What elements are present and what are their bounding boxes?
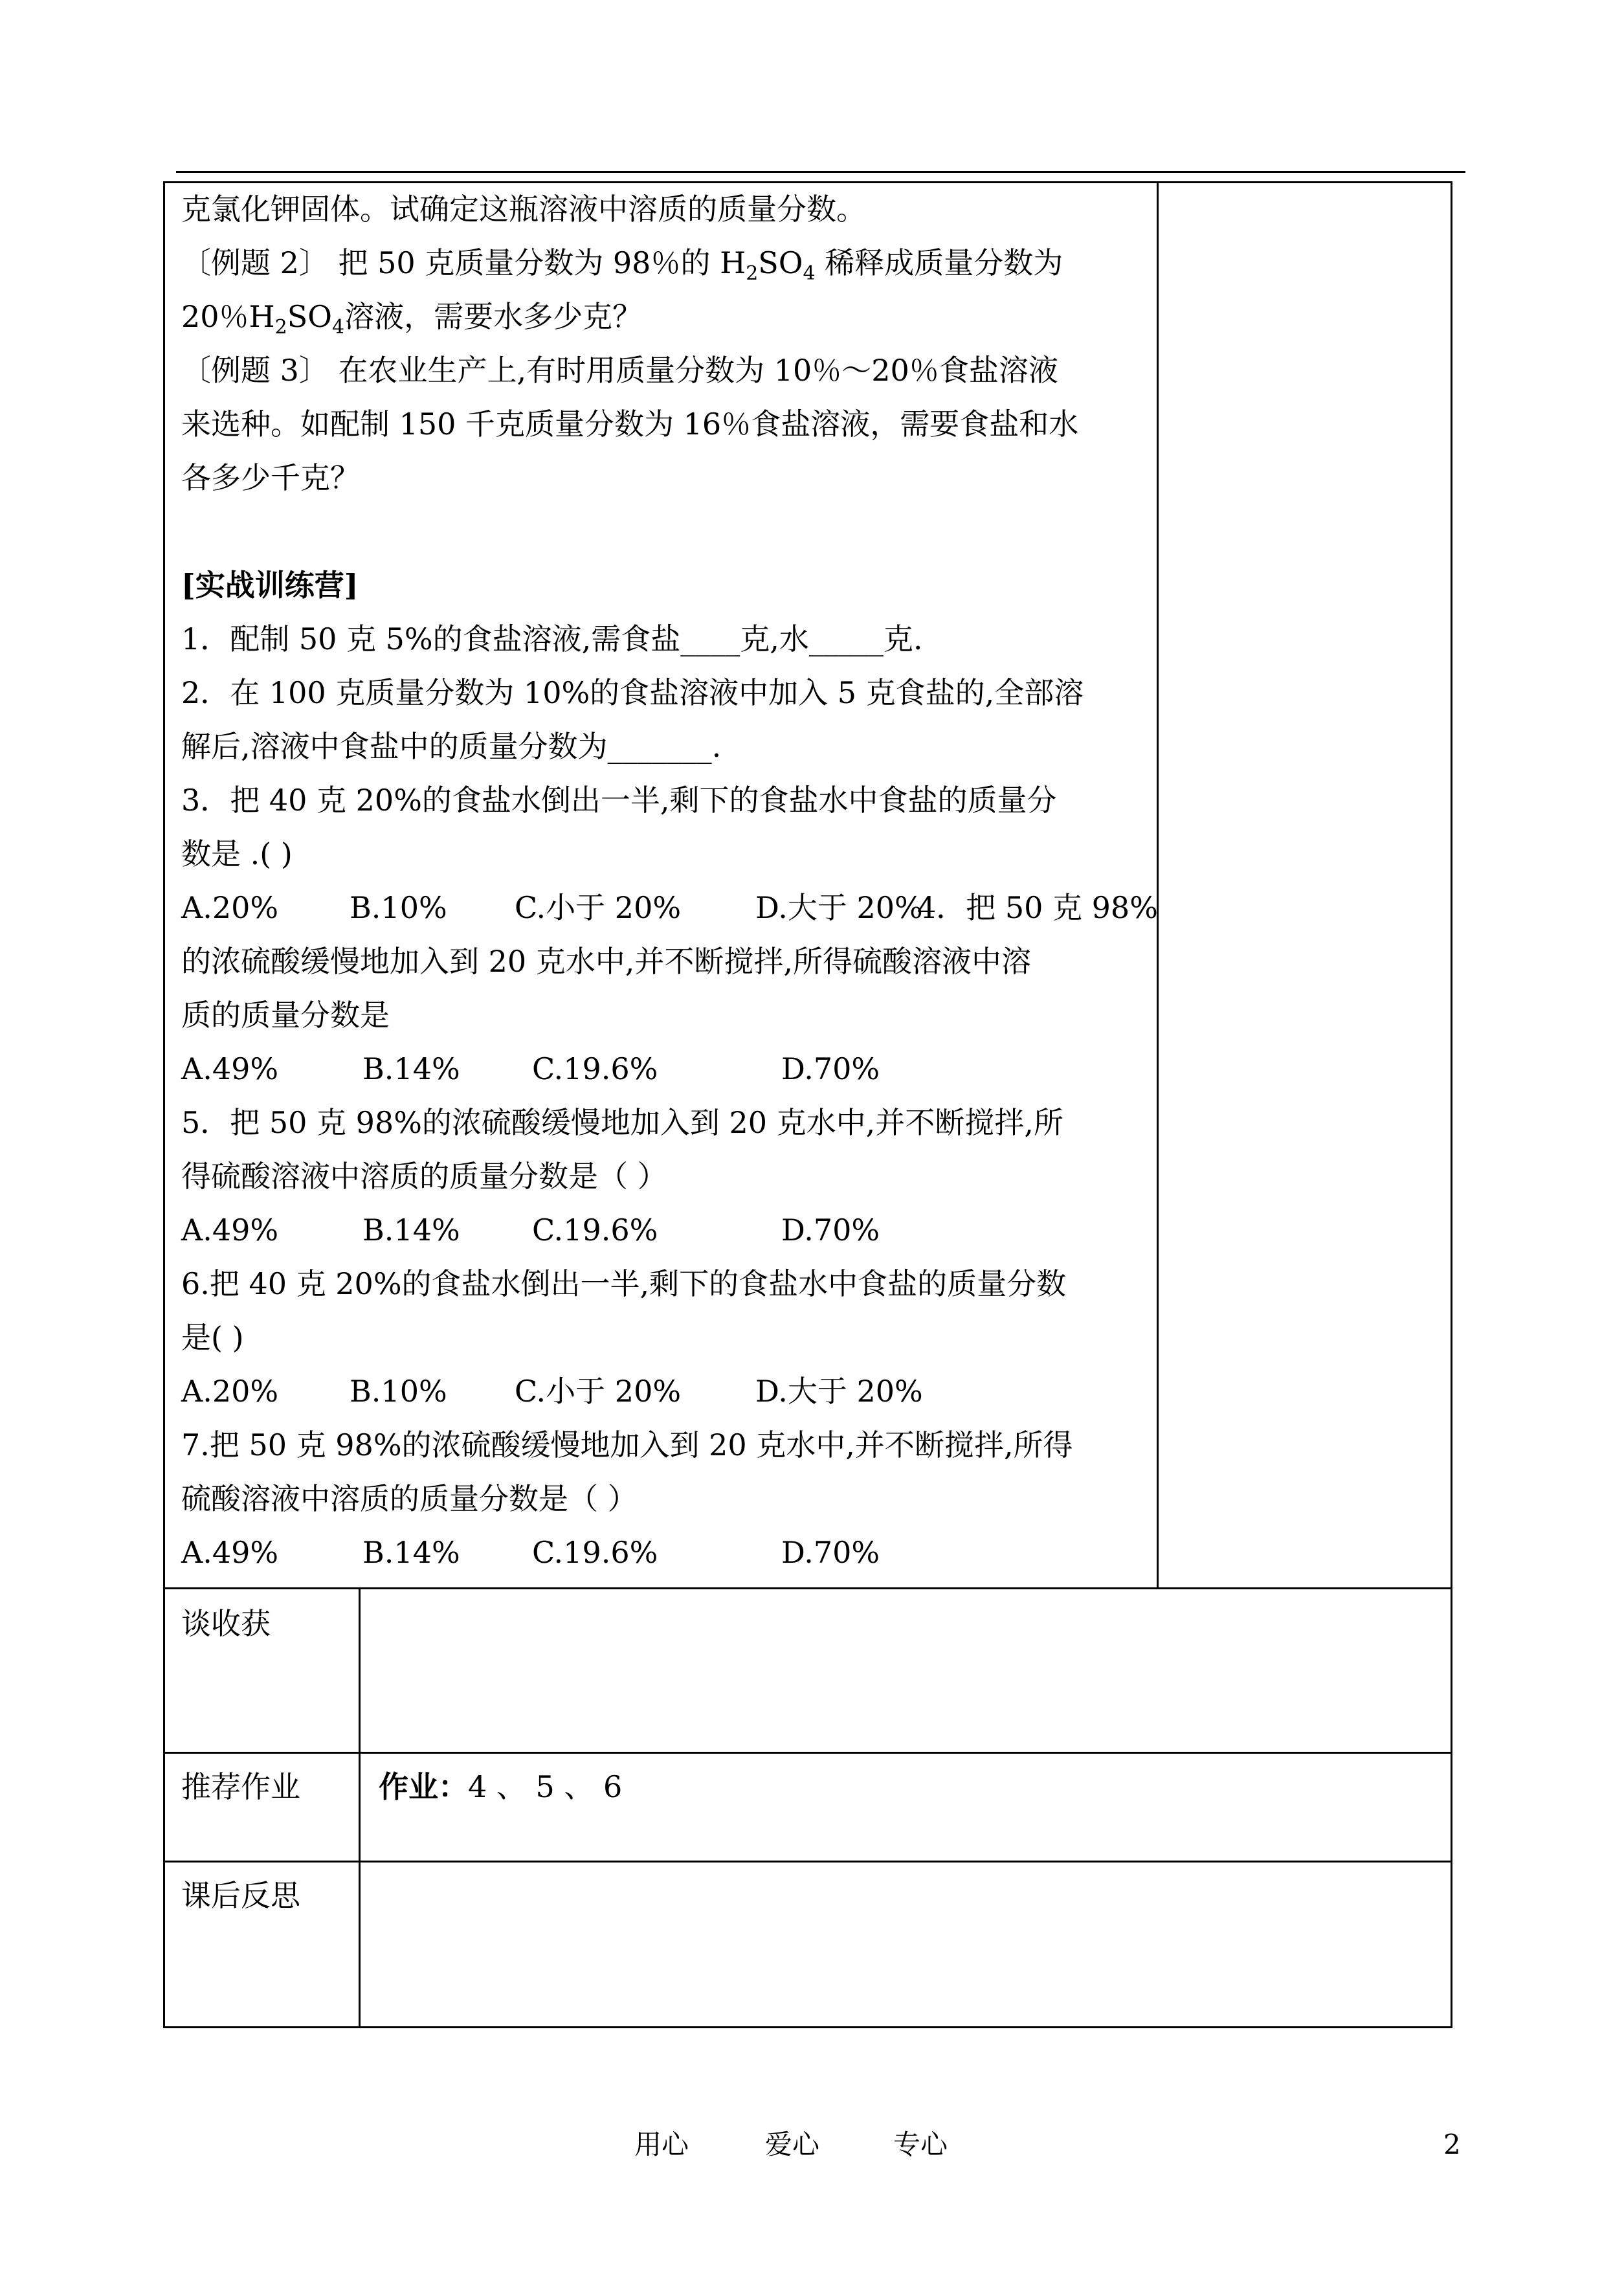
footer-motto-3: 专心	[893, 2129, 948, 2160]
question-6-line2: 是( )	[181, 1320, 244, 1355]
notes-column-divider	[1157, 181, 1159, 1589]
question-5-options: A.49% B.14% C.19.6% D.70%	[181, 1213, 880, 1247]
lesson-content	[181, 183, 1158, 1580]
row-divider-homework	[360, 1752, 1452, 1754]
label-column-divider	[359, 1587, 361, 2028]
row-divider-homework-left	[163, 1752, 361, 1754]
question-4-line3: 质的质量分数是	[181, 998, 390, 1033]
header-rule	[176, 171, 1465, 173]
row-divider-reflection	[163, 1861, 1452, 1862]
question-7-options: A.49% B.14% C.19.6% D.70%	[181, 1535, 880, 1570]
example-3-line1: 〔例题 3〕 在农业生产上,有时用质量分数为 10％～20％食盐溶液	[181, 353, 1058, 388]
footer-motto-1: 用心	[634, 2129, 689, 2160]
question-3-line2: 数是 .( )	[181, 836, 293, 871]
example-3-line2: 来选种。如配制 150 千克质量分数为 16％食盐溶液，需要食盐和水	[181, 407, 1079, 442]
footer-motto-2: 爱心	[765, 2129, 820, 2160]
example-2-line1: 〔例题 2〕 把 50 克质量分数为 98％的 $H_2SO_4$ 稀释成质量分数为	[181, 245, 1063, 285]
question-2-line2: 解后,溶液中食盐中的质量分数为_______.	[181, 729, 722, 764]
example-3-line3: 各多少千克？	[181, 460, 360, 495]
section-title: [实战训练营]	[181, 568, 359, 603]
question-7-line2: 硫酸溶液中溶质的质量分数是（ ）	[181, 1481, 638, 1516]
question-4-line2: 的浓硫酸缓慢地加入到 20 克水中,并不断搅拌,所得硫酸溶液中溶	[181, 944, 1032, 979]
question-1: 1．配制 50 克 5%的食盐溶液,需食盐____克,水_____克.	[181, 621, 923, 656]
question-7-line1: 7.把 50 克 98%的浓硫酸缓慢地加入到 20 克水中,并不断搅拌,所得	[181, 1427, 1073, 1462]
row-divider-harvest	[163, 1587, 1452, 1589]
example-2-line2: 20％$H_2SO_4$溶液，需要水多少克？	[181, 299, 643, 339]
question-5-line2: 得硫酸溶液中溶质的质量分数是（ ）	[181, 1159, 667, 1194]
question-6-options: A.20% B.10% C.小于 20% D.大于 20%	[181, 1374, 923, 1409]
reflection-label: 课后反思	[181, 1878, 300, 1913]
question-2-line1: 2．在 100 克质量分数为 10%的食盐溶液中加入 5 克食盐的,全部溶	[181, 675, 1084, 710]
text-line: 克氯化钾固体。试确定这瓶溶液中溶质的质量分数。	[181, 192, 866, 227]
question-4-options: A.49% B.14% C.19.6% D.70%	[181, 1051, 880, 1086]
page-number: 2	[1443, 2129, 1461, 2160]
question-3-options: A.20% B.10% C.小于 20% D.大于 20%4．把 50 克 98%	[181, 890, 1158, 925]
question-3-line1: 3．把 40 克 20%的食盐水倒出一半,剩下的食盐水中食盐的质量分	[181, 783, 1057, 818]
harvest-label: 谈收获	[181, 1606, 271, 1641]
question-6-line1: 6.把 40 克 20%的食盐水倒出一半,剩下的食盐水中食盐的质量分数	[181, 1266, 1067, 1301]
question-5-line1: 5．把 50 克 98%的浓硫酸缓慢地加入到 20 克水中,并不断搅拌,所	[181, 1105, 1063, 1140]
homework-label: 推荐作业	[181, 1769, 300, 1804]
homework-content: 作业：4 、 5 、 6	[379, 1769, 623, 1804]
